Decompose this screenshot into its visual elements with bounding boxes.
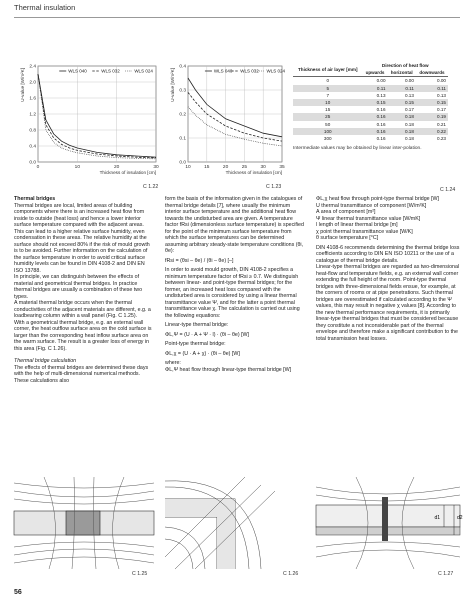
paragraph: ΦL,Ψ heat flow through linear-type thermal bridge [W] [165, 366, 292, 373]
table-cell: 0.16 [362, 128, 387, 135]
table-group-header: Direction of heat flow [381, 63, 429, 69]
table-cell: 0.16 [376, 135, 386, 141]
subheading-calculation: Thermal bridge calculation [14, 358, 77, 364]
table-cell: 0.18 [404, 135, 414, 141]
table-row [293, 113, 448, 120]
table-cell: 0.18 [404, 121, 414, 127]
definition-item: ΦL,χ heat flow through point-type thermal bridge [W] [316, 196, 440, 202]
table-cell: 300 [323, 135, 332, 141]
series-line-wls-040 [188, 78, 282, 137]
table-cell: 0.16 [362, 113, 387, 120]
text-column-2 [165, 196, 305, 373]
legend-label: WLS 024 [266, 68, 286, 74]
y-tick-label: 2.4 [29, 64, 36, 70]
text-column-3 [316, 196, 460, 342]
table-row [293, 92, 448, 99]
definitions-list [316, 196, 460, 242]
table-cell: 0.00 [437, 78, 446, 84]
formula-point: ΦL,χ = (U · A + χ) · (θi – θe) [W] [165, 350, 240, 357]
table-cell: 0.11 [362, 85, 387, 92]
paragraph: With a geometrical thermal bridge, e.g. an external wall corner, the heat outflow surface area on the cold surface is larger than the corresponding heat inflow surface area on the warm surface. The result is a greater loss of energy in this area (Fig. C 1.26). [14, 319, 152, 352]
table-row [293, 99, 448, 106]
legend-label: WLS 040 [213, 68, 233, 74]
legend-label: WLS 032 [240, 68, 259, 74]
definition-item: l length of linear thermal bridge [m] [316, 222, 398, 228]
table-cell: 0.19 [416, 113, 448, 120]
series-line-wls-040 [38, 74, 156, 157]
y-tick-label: 0.0 [179, 160, 186, 166]
y-tick-label: 1.2 [29, 112, 36, 118]
x-axis-label: Thickness of insulation [cm] [225, 170, 282, 175]
table-cell: 10 [293, 99, 362, 106]
table-cell: 0.21 [437, 121, 446, 127]
paragraph: A material thermal bridge occurs when the thermal conductivities of the adjacent materials are different, e.g. a loadbearing column within a wall panel (Fig. C 1.25). [14, 300, 151, 319]
paragraph: The effects of thermal bridges are determined these days with the help of multi-dimensional numerical methods. These calculations also [14, 364, 149, 384]
paragraph: In principle, we can distinguish between the effects of material and geometrical thermal bridges. In practice thermal bridges are usually a combination of these two types. [14, 274, 143, 300]
x-tick-label: 30 [260, 165, 266, 170]
table-cell: 0.17 [437, 107, 446, 113]
definition-item: χ point thermal transmittance value [W/K] [316, 228, 413, 235]
paragraph: DIN 4108-6 recommends determining the thermal bridge loss coefficients according to DIN EN ISO 10211 or the use of a catalogue of thermal bridge details. [316, 244, 460, 264]
y-tick-label: 0.4 [179, 64, 186, 70]
header-title: Thermal insulation [14, 3, 76, 12]
table-cell: 0.22 [416, 128, 448, 135]
figure-c125 [14, 477, 154, 569]
page-number: 56 [14, 589, 22, 596]
table-cell: 0.11 [388, 85, 416, 92]
table-row [293, 135, 448, 142]
figure-c126 [165, 477, 305, 569]
caption-c123: C 1.23 [266, 184, 282, 190]
y-tick-label: 0.1 [179, 136, 186, 142]
definition-item: U thermal transmittance of component [W/m²K] [316, 202, 427, 209]
x-tick-label: 15 [204, 165, 210, 170]
table-cell: 5 [293, 85, 362, 92]
table-col-downwards: downwards [416, 69, 448, 77]
table-cell: 100 [293, 128, 362, 135]
table-row [293, 121, 448, 128]
paragraph: In order to avoid mould growth, DIN 4108-2 specifies a minimum temperature factor of fRsi ≥ 0.7. We distinguish between linear- and point-type thermal bridges; for the former, an increased heat loss compared with the undisturbed area is considered by using a linear thermal transmittance value Ψ, and for the latter a point thermal transmittance value χ. The calculation is carried out using the following equations: [165, 267, 300, 319]
y-axis-label: U-value [W/m²K] [20, 68, 25, 102]
series-line-wls-032 [38, 74, 156, 158]
y-tick-label: 0.2 [179, 112, 186, 118]
x-tick-label: 30 [153, 165, 159, 170]
table-col-thickness: Thickness of air layer [mm] [293, 62, 362, 77]
table-cell: 15 [325, 107, 331, 113]
formula-frsi: fRsi = (θsi – θe) / (θi – θe) [–] [165, 257, 234, 264]
table-cell: 0.16 [376, 107, 386, 113]
table-cell: 0.00 [376, 78, 386, 84]
figure-c127 [316, 477, 463, 569]
caption-c127: C 1.27 [438, 571, 454, 577]
table-cell: 0.13 [404, 92, 414, 98]
legend-label: WLS 032 [101, 68, 120, 74]
table-cell: 0.18 [388, 128, 416, 135]
paragraph: Point-type thermal bridge: [165, 341, 226, 347]
y-tick-label: 0.8 [29, 128, 36, 134]
y-tick-label: 0.0 [29, 160, 36, 166]
x-tick-label: 20 [222, 165, 229, 170]
table-col-horizontal: horizontal [388, 69, 416, 77]
table-cell: 0.15 [388, 99, 416, 106]
table-row [293, 77, 448, 85]
table-cell: 0.18 [388, 113, 416, 120]
paragraph: Thermal bridges are local, limited areas of building components where there is an increased heat flow from inside to outside (heat loss) and hence a lower interior surface temperature compared with the adjacent areas. This can lead to a higher relative surface humidity, even condensation in these areas. The relative humidity at the surface should not exceed 80% if the risk of mould growth is to be avoided. Further information on the calculation of the surface temperature in order to avoid critical surface humidity levels can be found in DIN 4108-2 and DIN EN ISO 13788. [14, 202, 150, 274]
table-cell: 0.23 [437, 135, 446, 141]
paragraph: Linear-type thermal bridges are regarded as two-dimensional heat-flow and temperature fields, e.g. an external wall corner extending the full height of the room. Point-type thermal bridges with three-dimensional fields ensue, for example, at the corners of rooms or at pipe penetrations. Such thermal bridges are overestimated if calculated according to the Ψ values, this may result in negative χ values [8]. According to the new thermal performance requirements, it is primarily linear-type thermal bridges that must be considered because they constitute a not inconsiderable part of the thermal envelope and therefore make a significant contribution to the total transmission heat losses. [316, 264, 460, 342]
definition-item: Ψ linear thermal transmittance value [W/mK] [316, 215, 421, 222]
table-cell: 0.15 [362, 99, 387, 106]
paragraph: where: [165, 360, 181, 366]
y-tick-label: 2.0 [29, 80, 36, 86]
table-row [293, 128, 448, 135]
paragraph: Linear-type thermal bridge: [165, 322, 229, 328]
formula-linear: ΦL,Ψ = (U · A + Ψ · l) · (θi – θe) [W] [165, 331, 250, 338]
legend-label: WLS 040 [68, 68, 87, 74]
air-layer-table [293, 62, 448, 151]
text-column-1 [14, 196, 154, 384]
definition-item: A area of component [m²] [316, 209, 376, 215]
table-cell: 0.00 [404, 78, 414, 84]
table-col-upwards: upwards [362, 69, 387, 77]
y-tick-label: 1.6 [29, 96, 36, 102]
caption-c124: C 1.24 [440, 187, 456, 193]
y-tick-label: 0.4 [29, 144, 36, 150]
dim-label-d1: d1 [434, 515, 440, 521]
y-axis-label: U-value [W/m²K] [170, 68, 175, 102]
table-cell: 0.16 [376, 121, 386, 127]
table-cell: 7 [326, 92, 330, 98]
legend-label: WLS 024 [134, 68, 153, 74]
page-header [14, 3, 460, 18]
table-cell: 25 [293, 113, 362, 120]
x-tick-label: 25 [241, 165, 248, 170]
table-row [293, 85, 448, 92]
chart-c122 [14, 60, 164, 195]
heading-thermal-bridges: Thermal bridges [14, 196, 56, 202]
x-tick-label: 20 [113, 165, 120, 170]
table-cell: 0.17 [404, 107, 414, 113]
table-cell: 0 [326, 78, 330, 84]
table-cell: 0.13 [437, 92, 446, 98]
table-note: Intermediate values may be obtained by linear inter-polation. [293, 146, 422, 152]
dim-label-d2: d2 [457, 515, 463, 521]
paragraph: form the basis of the information given in the catalogues of thermal bridge details [7], where usually the minimum interior surface temperature and the additional heat flow towards the undisturbed area are given. A temperature factor fRsi (dimensionless surface temperature) is specified for the point of the minimum surface temperature from which the surface temperatures can be determined assuming arbitrary steady-state temperature conditions (θi, θe): [165, 196, 304, 254]
caption-c126: C 1.26 [283, 571, 299, 577]
table-cell: 0.15 [416, 99, 448, 106]
table-cell: 0.11 [416, 85, 448, 92]
x-tick-label: 35 [279, 165, 285, 170]
x-tick-label: 10 [74, 165, 81, 170]
x-axis-label: Thickness of insulation [cm] [99, 170, 156, 175]
caption-c122: C 1.22 [143, 184, 159, 190]
y-tick-label: 0.3 [179, 88, 186, 94]
table-cell: 50 [325, 121, 331, 127]
x-tick-label: 0 [36, 165, 40, 170]
caption-c125: C 1.25 [132, 571, 148, 577]
table-cell: 0.13 [376, 92, 386, 98]
x-tick-label: 10 [185, 165, 191, 170]
series-line-wls-024 [188, 107, 282, 146]
table-row [293, 106, 448, 113]
chart-c123 [166, 60, 286, 195]
definition-item: θ surface temperature [°C] [316, 235, 379, 241]
